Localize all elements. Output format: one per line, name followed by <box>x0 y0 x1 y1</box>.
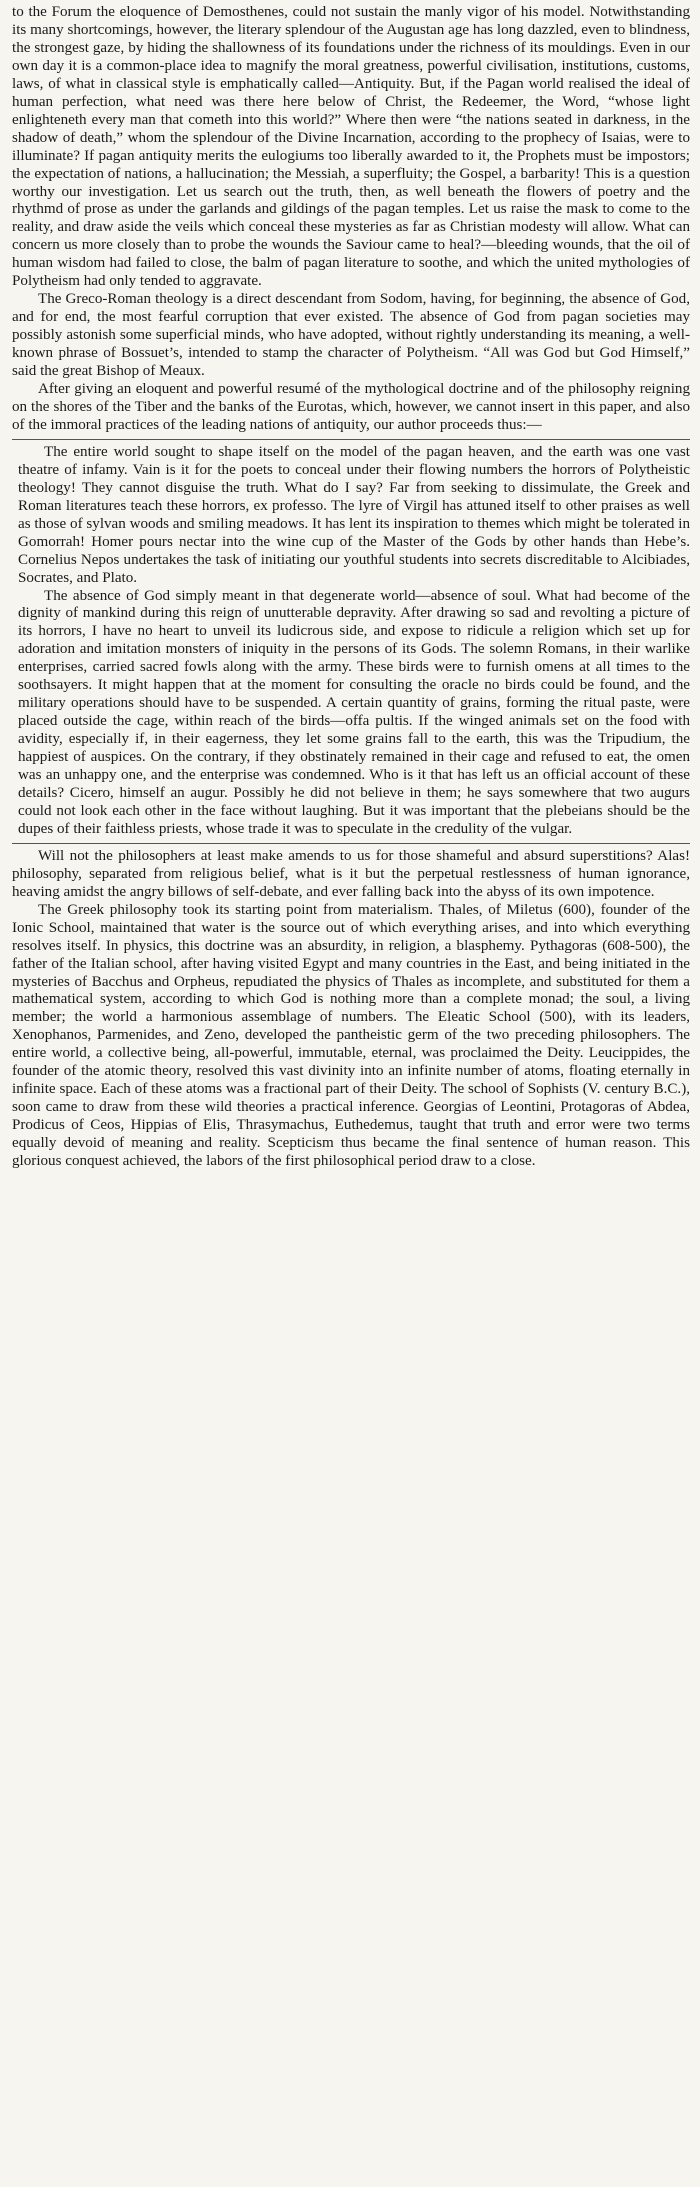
column-rule-middle <box>12 843 690 844</box>
paragraph-greco-roman-theology: The Greco-Roman theology is a direct descendant from Sodom, having, for beginning, the absence of God, and for end, the most fearful corruption that ever existed. The absence of God from pagan societies may possibly astonish some superficial minds, who have adopted, without rightly understanding its meaning, a well-known phrase of Bossuet’s, intended to stamp the character of Polytheism. “All was God but God Himself,” said the great Bishop of Meaux. <box>12 291 690 380</box>
paragraph-augustan-age: to the Forum the eloquence of Demosthenes, could not sustain the manly vigor of his model. Notwithstanding its many shortcomings, however, the literary splendour of the Augustan age has long dazzled, even to blindness, the strongest gaze, by hiding the shallowness of its foundations under the richness of its mouldings. Even in our own day it is a common-place idea to magnify the moral greatness, powerful civilisation, institutions, customs, laws, of what in classical style is emphatically called—Antiquity. But, if the Pagan world realised the ideal of human perfection, what need was there here below of Christ, the Redeemer, the Word, “whose light enlighteneth every man that cometh into this world?” Where then were “the nations seated in darkness, in the shadow of death,” whom the splendour of the Divine Incarnation, according to the prophecy of Isaias, were to illuminate? If pagan antiquity merits the eulogiums too liberally awarded to it, the Prophets must be impostors; the expectation of nations, a hallucination; the Messiah, a superfluity; the Gospel, a barbarity! This is a question worthy our investigation. Let us search out the truth, then, as well beneath the flowers of poetry and the rhythmd of prose as under the garlands and gildings of the pagan temples. Let us raise the mask to come to the reality, and draw aside the veils which conceal these mysteries as far as Christian modesty will allow. What can concern us more closely than to probe the wounds the Saviour came to heal?—bleeding wounds, that the oil of human wisdom had failed to close, the balm of pagan literature to soothe, and which the united mythologies of Polytheism had only tended to aggravate. <box>12 4 690 290</box>
paragraph-philosophers: Will not the philosophers at least make amends to us for those shameful and absurd superstitions? Alas! philosophy, separated from religious belief, what is it but the perpetual restlessness of human ignorance, heaving amidst the angry billows of self-debate, and ever falling back into the abyss of its own impotence. <box>12 847 690 900</box>
paragraph-absence-of-god: The absence of God simply meant in that degenerate world—absence of soul. What had become of the dignity of mankind during this reign of unutterable depravity. After drawing so sad and revolting a picture of its horrors, I have no heart to unveil its ludicrous side, and expose to ridicule a religion which set up for adoration and imitation monsters of iniquity in the persons of its Gods. The solemn Romans, in their warlike enterprises, carried sacred fowls along with the army. These birds were to furnish omens at all times to the soothsayers. It might happen that at the moment for consulting the oracle no birds could be found, and the military operations should have to be suspended. A certain quantity of grains, forming the ritual paste, were placed outside the cage, within reach of the birds—offa pultis. If the winged animals set on the food with avidity, especially if, in their eagerness, they let some grains fall to the earth, this was the Tripudium, the happiest of auspices. On the contrary, if they obstinately remained in their cage and refused to eat, the omen was an unhappy one, and the enterprise was condemned. Who is it that has left us an official account of these details? Cicero, himself an augur. Possibly he did not believe in them; he says somewhere that two augurs could not look each other in the face without laughing. But it was important that the plebeians should be the dupes of their faithless priests, whose trade it was to speculate in the credulity of the vulgar. <box>18 587 690 837</box>
paragraph-pagan-heaven: The entire world sought to shape itself on the model of the pagan heaven, and the earth was one vast theatre of infamy. Vain is it for the poets to conceal under their flowing numbers the horrors of Polytheistic theology! They cannot disguise the truth. What do I say? Far from seeking to dissimulate, the Greek and Roman literatures teach these horrors, ex professo. The lyre of Virgil has attuned itself to other praises as well as those of sylvan woods and smiling meadows. It has lent its inspiration to themes which might be tolerated in Gomorrah! Homer pours nectar into the wine cup of the Master of the Gods by other hands than Hebe’s. Cornelius Nepos undertakes the task of initiating our youthful students into secrets discreditable to Alcibiades, Socrates, and Plato. <box>18 443 690 586</box>
paragraph-author-resume: After giving an eloquent and powerful resumé of the mythological doctrine and of the philosophy reigning on the shores of the Tiber and the banks of the Eurotas, which, however, we cannot insert in this paper, and also of the immoral practices of the leading nations of antiquity, our author proceeds thus:— <box>12 381 690 433</box>
paragraph-greek-philosophy: The Greek philosophy took its starting point from materialism. Thales, of Miletus (600), founder of the Ionic School, maintained that water is the source out of which everything arises, and into which everything resolves itself. In physics, this doctrine was an absurdity, in religion, a blasphemy. Pythagoras (608-500), the father of the Italian school, after having visited Egypt and many countries in the East, and being initiated in the mysteries of Bacchus and Orpheus, repudiated the physics of Thales as incomplete, and substituted for them a mathematical system, according to which God is nothing more than a complete monad; the soul, a living member; the world a harmonious assemblage of numbers. The Eleatic School (500), with its leaders, Xenophanos, Parmenides, and Zeno, developed the pantheistic germ of the two preceding philosophers. The entire world, a collective being, all-powerful, immutable, eternal, was proclaimed the Deity. Leucippides, the founder of the atomic theory, resolved this vast divinity into an infinite number of atoms, floating eternally in infinite space. Each of these atoms was a fractional part of their Deity. The school of Sophists (V. century B.C.), soon came to draw from these wild theories a practical inference. Georgias of Leontini, Protagoras of Abdea, Prodicus of Ceos, Hippias of Elis, Thrasymachus, Euthedemus, taught that truth and error were two terms equally devoid of meaning and reality. Scepticism thus became the final sentence of human reason. This glorious conquest achieved, the labors of the first philosophical period draw to a close. <box>12 901 690 1170</box>
column-rule-top <box>12 439 690 440</box>
